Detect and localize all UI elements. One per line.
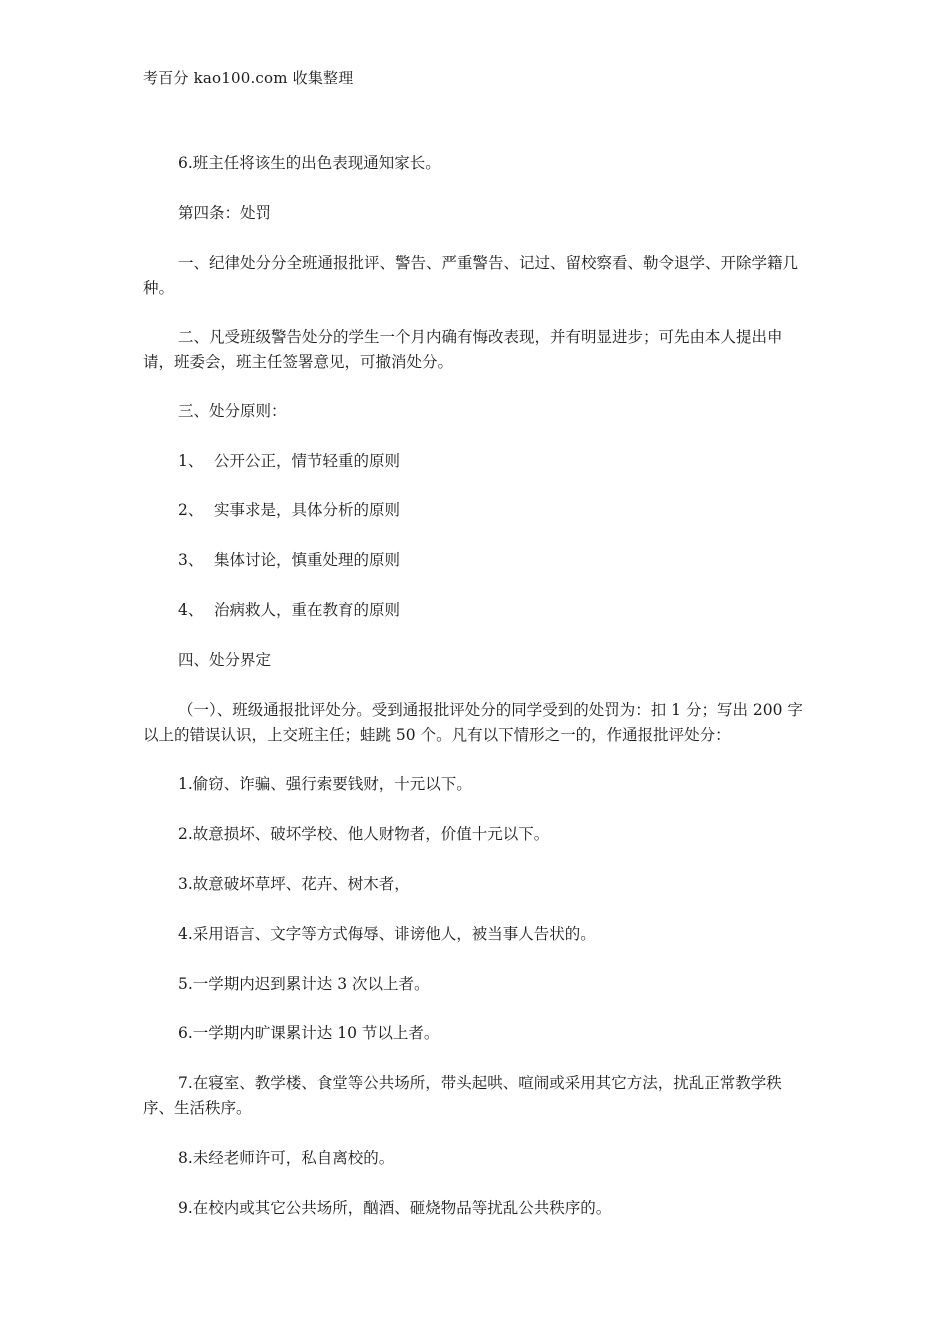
principle-number: 3、 [178,551,204,569]
paragraph-public-criticism: （一）、班级通报批评处分。受到通报批评处分的同学受到的处罚为：扣 1 分；写出 200 字以上的错误认识，上交班主任；蛙跳 50 个。凡有以下情形之一的，作通报批评处分： [143,701,803,744]
violation-item: 3.故意破坏草坪、花卉、树木者， [178,875,410,893]
violation-item: 8.未经老师许可，私自离校的。 [178,1149,395,1167]
principle-number: 4、 [178,601,204,619]
violation-item: 9.在校内或其它公共场所，酗酒、砸烧物品等扰乱公共秩序的。 [178,1199,612,1217]
paragraph-notify-parents: 6.班主任将该生的出色表现通知家长。 [178,154,441,172]
violation-item: 7.在寝室、教学楼、食堂等公共场所，带头起哄、喧闹或采用其它方法，扰乱正常教学秩序、生活秩序。 [143,1074,782,1117]
violation-item: 1.偷窃、诈骗、强行索要钱财，十元以下。 [178,775,472,793]
section-4-heading: 四、处分界定 [178,651,272,669]
principle-text: 治病救人，重在教育的原则 [214,601,401,619]
principle-text: 集体讨论，慎重处理的原则 [214,551,401,569]
violation-item: 4.采用语言、文字等方式侮辱、诽谤他人，被当事人告状的。 [178,925,596,943]
principle-number: 2、 [178,501,204,519]
violation-item: 5.一学期内迟到累计达 3 次以上者。 [178,975,430,993]
principle-item [178,598,400,623]
paragraph-discipline-types: 一、纪律处分分全班通报批评、警告、严重警告、记过、留校察看、勒令退学、开除学籍几种。 [143,254,799,297]
paragraph-warning-revocation: 二、凡受班级警告处分的学生一个月内确有悔改表现，并有明显进步；可先由本人提出申请，班委会，班主任签署意见，可撤消处分。 [143,328,783,371]
article-4-heading: 第四条：处罚 [178,204,272,222]
violation-item: 6.一学期内旷课累计达 10 节以上者。 [178,1024,440,1042]
principle-item [178,449,400,474]
principle-item [178,548,400,573]
violation-item: 2.故意损坏、破坏学校、他人财物者，价值十元以下。 [178,825,550,843]
principle-item [178,498,400,523]
principles-heading: 三、处分原则： [178,402,287,420]
principle-text: 实事求是，具体分析的原则 [214,501,401,519]
principle-text: 公开公正，情节轻重的原则 [214,452,401,470]
principle-number: 1、 [178,452,204,470]
source-header: 考百分 kao100.com 收集整理 [143,69,354,87]
